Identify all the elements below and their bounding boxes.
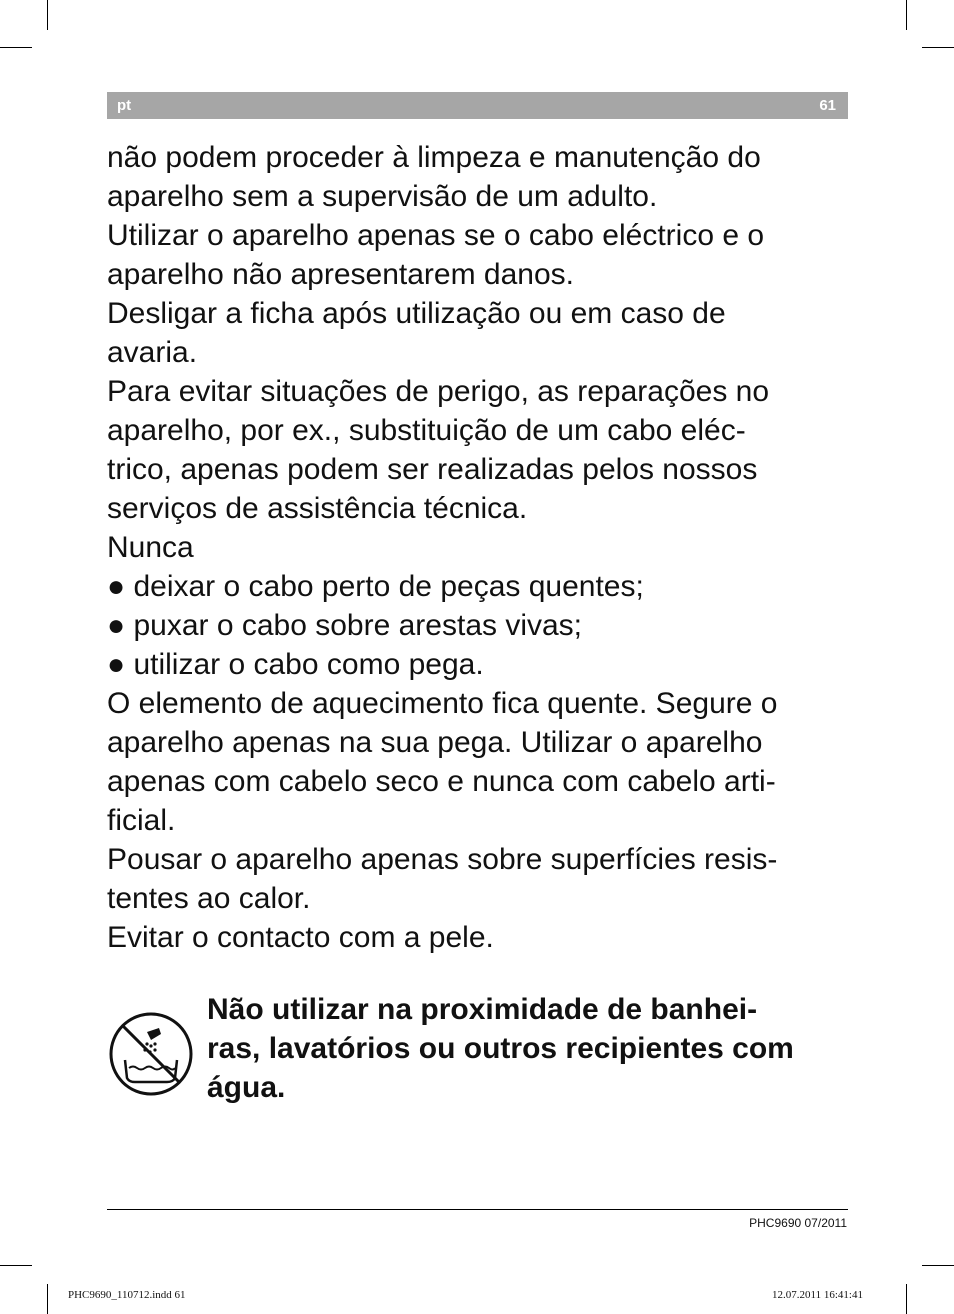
crop-mark	[47, 1284, 48, 1314]
crop-mark	[906, 0, 907, 30]
language-code: pt	[117, 97, 132, 114]
safety-instructions	[107, 138, 852, 957]
text-line: serviços de assistência técnica.	[107, 492, 528, 525]
text-line: Desligar a ficha após utilização ou em caso de	[107, 297, 726, 330]
page-header	[107, 92, 848, 119]
model-date-label: PHC9690 07/2011	[749, 1216, 847, 1230]
bullet-item: ● utilizar o cabo como pega.	[107, 648, 484, 681]
bullet-item: ● puxar o cabo sobre arestas vivas;	[107, 609, 583, 642]
text-line: Nunca	[107, 531, 194, 564]
bullet-item: ● deixar o cabo perto de peças quentes;	[107, 570, 644, 603]
text-line: aparelho, por ex., substituição de um cabo eléc-	[107, 414, 746, 447]
text-line: aparelho não apresentarem danos.	[107, 258, 574, 291]
text-line: Pousar o aparelho apenas sobre superfícies resis-	[107, 843, 778, 876]
text-line: O elemento de aquecimento fica quente. Segure o	[107, 687, 778, 720]
page-number: 61	[819, 97, 836, 114]
crop-mark	[922, 47, 954, 48]
footer-divider	[107, 1209, 848, 1210]
water-warning	[107, 990, 852, 1110]
crop-mark	[0, 1265, 32, 1266]
text-line: não podem proceder à limpeza e manutenção do	[107, 141, 761, 174]
text-line: aparelho apenas na sua pega. Utilizar o aparelho	[107, 726, 763, 759]
warning-line: ras, lavatórios ou outros recipientes com	[207, 1032, 794, 1065]
warning-line: Não utilizar na proximidade de banhei-	[207, 993, 758, 1026]
text-line: ficial.	[107, 804, 176, 837]
print-file-info: PHC9690_110712.indd 61	[68, 1289, 186, 1301]
text-line: Utilizar o aparelho apenas se o cabo eléctrico e o	[107, 219, 765, 252]
crop-mark	[47, 0, 48, 30]
text-line: Evitar o contacto com a pele.	[107, 921, 494, 954]
print-timestamp: 12.07.2011 16:41:41	[772, 1289, 863, 1301]
warning-text	[207, 990, 794, 1107]
text-line: Para evitar situações de perigo, as reparações no	[107, 375, 770, 408]
text-line: avaria.	[107, 336, 198, 369]
text-line: trico, apenas podem ser realizadas pelos nossos	[107, 453, 758, 486]
warning-line: água.	[207, 1071, 286, 1104]
no-water-icon	[107, 1010, 195, 1098]
text-line: tentes ao calor.	[107, 882, 311, 915]
text-line: apenas com cabelo seco e nunca com cabelo arti-	[107, 765, 776, 798]
crop-mark	[0, 47, 32, 48]
crop-mark	[906, 1284, 907, 1314]
crop-mark	[922, 1265, 954, 1266]
text-line: aparelho sem a supervisão de um adulto.	[107, 180, 658, 213]
